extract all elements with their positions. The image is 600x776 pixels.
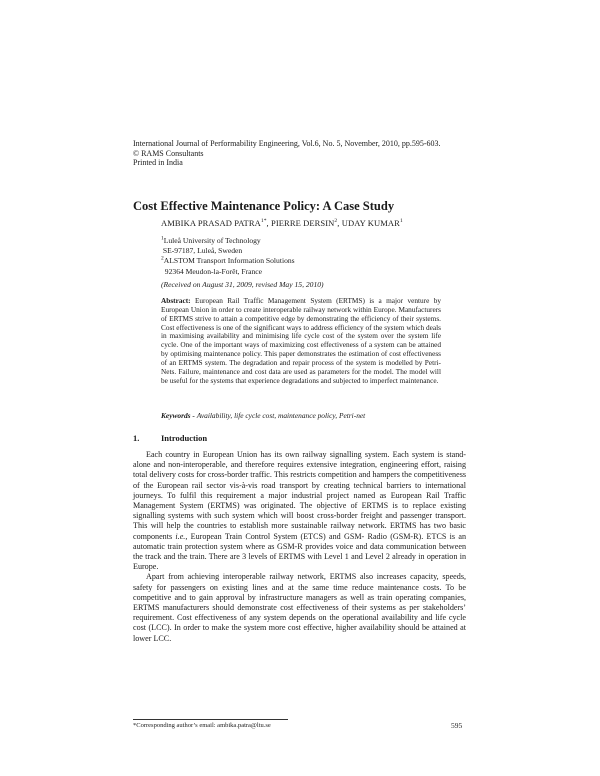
paragraph: Apart from achieving interoperable railway network, ERTMS also increases capacity, speeds, safety for passengers on existing lines and at the same time reduce maintenance costs. To be competitive and to gain approval by infrastructure managers as well as train operating companies, ERTMS manufacturers should demonstrate cost effectiveness of their systems as per stakeholders’ requirement. Cost effectiveness of any system depends on the operational availability and life cycle cost (LCC). In order to make the system more cost effective, higher availability should be attained at lower LCC. (133, 572, 466, 643)
author-superscript: 1* (260, 218, 267, 225)
keywords-text: Availability, life cycle cost, maintenance policy, Petri-net (196, 411, 366, 420)
author-superscript: 1 (399, 218, 403, 225)
abstract-label: Abstract: (161, 296, 191, 305)
affiliations (161, 236, 295, 277)
affiliation-text: ALSTOM Transport Information Solutions (163, 256, 295, 266)
affiliation-text: 92364 Meudon-la-Forêt, France (164, 266, 263, 276)
affiliation-superscript: 1 (161, 235, 164, 242)
abstract-text: European Rail Traffic Management System (ERTMS) is a major venture by European Union in order to create interoperable railway network within Europe. Manufacturers of ERTMS strive to attain a competitive edge by demonstrating the efficiency of their systems. Cost effectiveness is one of the significant ways to address efficiency of the system which deals in maximising availability and minimising life cycle cost of the system over the system life cycle. One of the important ways of maximizing cost effectiveness of a system can be attained by optimising maintenance policy. This paper demonstrates the estimation of cost effectiveness of an ERTMS system. The degradation and repair process of the system is modelled by Petri-Nets. Failure, maintenance and cost data are used as parameters for the model. The model will be useful for the systems that experience degradations and subjected to imperfect maintenance. (161, 296, 441, 385)
author-separator: , (337, 218, 342, 228)
author-name: AMBIKA PRASAD PATRA (161, 218, 261, 228)
section-number: 1. (133, 433, 140, 443)
journal-header (133, 139, 493, 168)
affiliation-line (161, 246, 295, 256)
section-title: Introduction (161, 433, 208, 443)
section-heading (133, 433, 207, 443)
paragraph-text: , European Train Control System (ETCS) and GSM- Radio (GSM-R). ETCS is an automatic train protection system where as GSM-R provides voice and data communication between the track and the train. There are 3 levels of ERTMS with Level 1 and Level 2 already in operation in Europe. (133, 531, 466, 572)
abstract (161, 297, 441, 385)
affiliation-text: SE-97187, Luleå, Sweden (162, 246, 243, 256)
footnote-rule (133, 719, 288, 720)
keywords (161, 411, 365, 420)
paragraph-italic: i.e. (175, 531, 186, 541)
author-name: PIERRE DERSIN (271, 218, 335, 228)
affiliation-line (161, 236, 295, 246)
printed-line: Printed in India (133, 158, 183, 167)
paper-title: Cost Effective Maintenance Policy: A Case Study (133, 199, 395, 213)
author-list (161, 218, 403, 228)
affiliation-line (161, 267, 295, 277)
affiliation-superscript: 2 (161, 255, 164, 262)
author-superscript: 2 (334, 218, 338, 225)
received-date: (Received on August 31, 2009, revised May 15, 2010) (161, 280, 324, 289)
body-text (133, 450, 466, 644)
journal-citation: International Journal of Performability Engineering, Vol.6, No. 5, November, 2010, pp.595-603. (133, 139, 441, 148)
copyright-line: © RAMS Consultants (133, 148, 204, 158)
paragraph (133, 450, 466, 572)
page-number: 595 (451, 721, 463, 730)
author-name: UDAY KUMAR (341, 218, 400, 228)
paragraph-text: Each country in European Union has its own railway signalling system. Each system is stand-alone and non-interoperable, and therefore requires extensive integration, engineering effort, raising total delivery costs for cross-border traffic. This restricts competition and hampers the competitiveness of the European rail sector vis-à-vis road transport by creating technical barriers to international journeys. To fulfil this requirement a major industrial project named as European Rail Traffic Management System (ERTMS) was originated. The objective of ERTMS is to replace existing signalling systems with such system which will boost cross-border freight and passenger transport. This will help the countries to establish more sustainable railway network. ERTMS has two basic components (133, 450, 466, 541)
affiliation-text: Luleå University of Technology (163, 236, 261, 245)
footnote: *Corresponding author’s email: ambika.patra@ltu.se (133, 722, 271, 729)
author-separator: , (266, 218, 271, 228)
keywords-label: Keywords - (161, 411, 197, 420)
affiliation-line (161, 256, 295, 266)
